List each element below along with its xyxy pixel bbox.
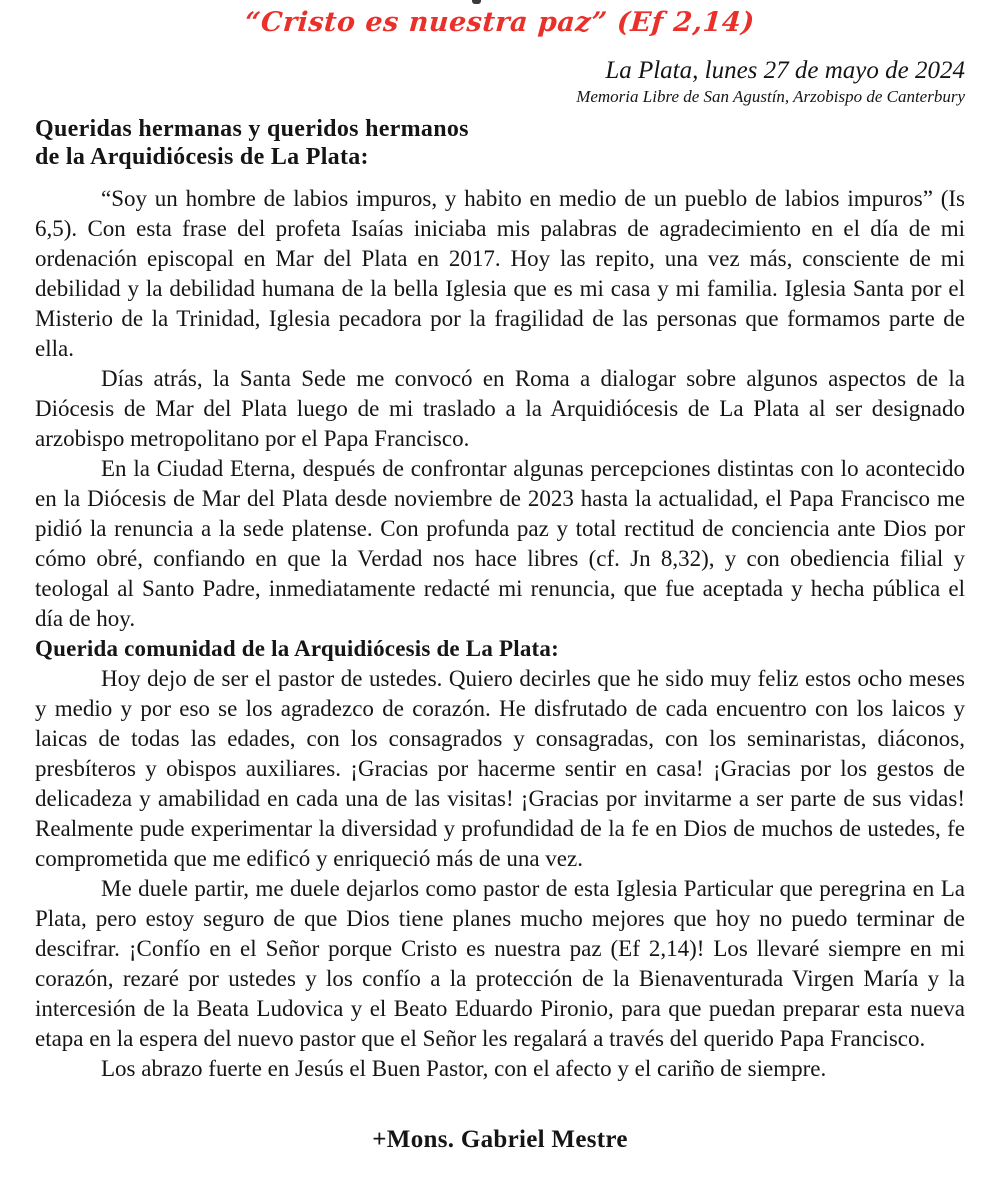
salutation <box>35 115 965 171</box>
memorial-line: Memoria Libre de San Agustín, Arzobispo de Canterbury <box>576 86 965 106</box>
letter-motto: “Cristo es nuestra paz” (Ef 2,14) <box>243 7 756 38</box>
paragraph-isaiah-quote: “Soy un hombre de labios impuros, y habito en medio de un pueblo de labios impuros” (Is 6,5). Con esta frase del profeta Isaías iniciaba mis palabras de agradecimiento en el día de mi ordenación episcopal en Mar del Plata en 2017. Hoy las repito, una vez más, consciente de mi debilidad y la debilidad humana de la bella Iglesia que es mi casa y mi familia. Iglesia Santa por el Misterio de la Trinidad, Iglesia pecadora por la fragilidad de las personas que formamos parte de ella. <box>35 186 965 362</box>
salutation-line-2: de la Arquidiócesis de La Plata: <box>35 144 369 171</box>
dateline: La Plata, lunes 27 de mayo de 2024 <box>605 57 965 84</box>
paragraph-abrazo: Los abrazo fuerte en Jesús el Buen Pastor, con el afecto y el cariño de siempre. <box>101 1056 827 1082</box>
salutation-line-1: Queridas hermanas y queridos hermanos <box>35 116 469 143</box>
signature: +Mons. Gabriel Mestre <box>372 1126 628 1154</box>
paragraph-renuncia: En la Ciudad Eterna, después de confrontar algunas percepciones distintas con lo acontecido en la Diócesis de Mar del Plata desde noviembre de 2023 hasta la actualidad, el Papa Francisco me pidió la renuncia a la sede platense. Con profunda paz y total rectitud de conciencia ante Dios por cómo obré, confiando en que la Verdad nos hace libres (cf. Jn 8,32), y con obediencia filial y teologal al Santo Padre, inmediatamente redacté mi renuncia, que fue aceptada y hecha pública el día de hoy. <box>35 456 965 632</box>
subheading-comunidad: Querida comunidad de la Arquidiócesis de La Plata: <box>35 636 559 662</box>
paragraph-agradecimiento: Hoy dejo de ser el pastor de ustedes. Quiero decirles que he sido muy feliz estos ocho meses y medio y por eso se los agradezco de corazón. He disfrutado de cada encuentro con los laicos y laicas de todas las edades, con los consagrados y consagradas, con los seminaristas, diáconos, presbíteros y obispos auxiliares. ¡Gracias por hacerme sentir en casa! ¡Gracias por los gestos de delicadeza y amabilidad en cada una de las visitas! ¡Gracias por invitarme a ser parte de sus vidas! Realmente pude experimentar la diversidad y profundidad de la fe en Dios de muchos de ustedes, fe comprometida que me edificó y enriqueció más de una vez. <box>35 666 965 872</box>
paragraph-santa-sede: Días atrás, la Santa Sede me convocó en Roma a dialogar sobre algunos aspectos de la Diócesis de Mar del Plata luego de mi traslado a la Arquidiócesis de La Plata al ser designado arzobispo metropolitano por el Papa Francisco. <box>35 366 965 452</box>
paragraph-despedida: Me duele partir, me duele dejarlos como pastor de esta Iglesia Particular que peregrina en La Plata, pero estoy seguro de que Dios tiene planes mucho mejores que hoy no puedo terminar de descifrar. ¡Confío en el Señor porque Cristo es nuestra paz (Ef 2,14)! Los llevaré siempre en mi corazón, rezaré por ustedes y los confío a la protección de la Bienaventurada Virgen María y la intercesión de la Beata Ludovica y el Beato Eduardo Pironio, para que puedan preparar esta nueva etapa en la espera del nuevo pastor que el Señor les regalará a través del querido Papa Francisco. <box>35 876 965 1052</box>
